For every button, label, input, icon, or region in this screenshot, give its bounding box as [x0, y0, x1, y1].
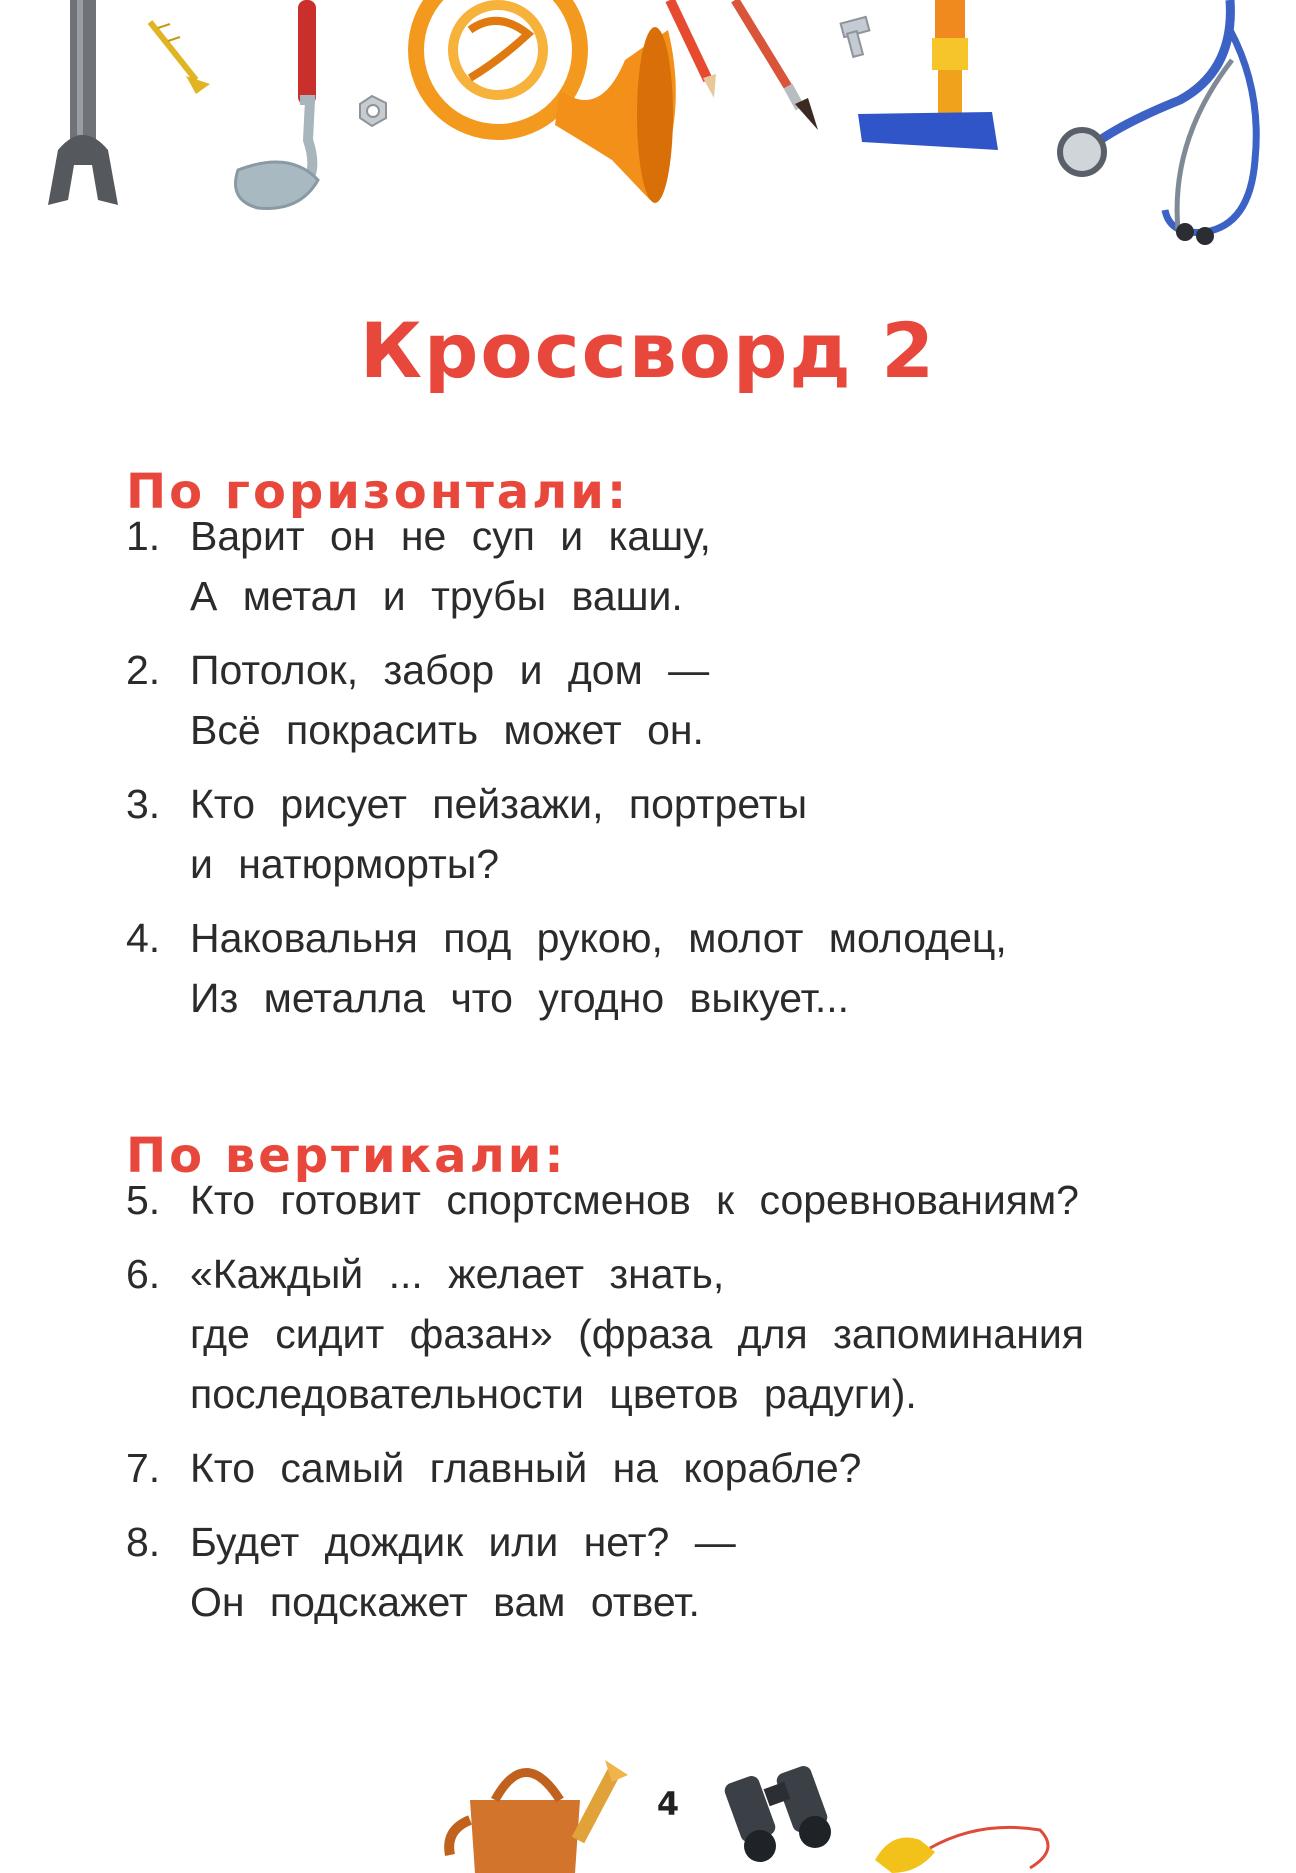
top-tools-illustration — [0, 0, 1296, 250]
pencil-icon — [670, 0, 716, 98]
stethoscope-icon — [1060, 0, 1256, 245]
vertical-heading: По вертикали: — [126, 1127, 567, 1184]
clue-line: Всё покрасить может он. — [190, 707, 704, 753]
clue-line: Кто рисует пейзажи, портреты — [190, 781, 808, 827]
horizontal-clues — [126, 506, 1256, 1028]
bolt-icon — [841, 17, 870, 57]
page-title: Кроссворд 2 — [359, 305, 937, 395]
clue-line: последовательности цветов радуги). — [190, 1371, 917, 1417]
ladle-icon — [236, 0, 319, 208]
clue-line: Наковальня под рукою, молот молодец, — [190, 915, 1007, 961]
clue-6 — [126, 1244, 1256, 1424]
binoculars-icon — [722, 1764, 831, 1862]
clue-number: 1. — [126, 513, 161, 559]
clue-2 — [126, 640, 1256, 760]
clue-3 — [126, 774, 1256, 894]
clue-line: Из металла что угодно выкует... — [190, 975, 850, 1021]
clue-4 — [126, 908, 1256, 1028]
clue-line: Он подскажет вам ответ. — [190, 1579, 700, 1625]
clue-8 — [126, 1512, 1256, 1632]
clue-line: А метал и трубы ваши. — [190, 573, 683, 619]
vertical-clues — [126, 1170, 1256, 1632]
french-horn-icon — [416, 0, 676, 203]
watering-can-icon — [449, 1760, 628, 1873]
clue-1 — [126, 506, 1256, 626]
screw-icon — [150, 22, 210, 94]
clue-number: 8. — [126, 1519, 161, 1565]
clue-number: 7. — [126, 1445, 161, 1491]
paintbrush-icon — [735, 0, 818, 130]
page-number: 4 — [656, 1785, 680, 1823]
hammer-icon — [858, 0, 998, 150]
clue-line: Будет дождик или нет? — — [190, 1519, 736, 1565]
whistle-icon — [875, 1827, 1048, 1873]
nut-icon — [360, 96, 386, 126]
clue-line: Потолок, забор и дом — — [190, 647, 710, 693]
clue-line: Кто готовит спортсменов к соревнованиям? — [190, 1177, 1079, 1223]
clue-number: 3. — [126, 781, 161, 827]
clue-line: где сидит фазан» (фраза для запоминания — [190, 1311, 1084, 1357]
clue-7 — [126, 1438, 1256, 1498]
wrench-icon — [48, 0, 118, 205]
clue-line: Кто самый главный на корабле? — [190, 1445, 862, 1491]
clue-number: 2. — [126, 647, 161, 693]
clue-number: 6. — [126, 1251, 161, 1297]
clue-line: и натюрморты? — [190, 841, 500, 887]
clue-number: 4. — [126, 915, 161, 961]
clue-5 — [126, 1170, 1256, 1230]
horizontal-heading: По горизонтали: — [126, 463, 630, 520]
clue-number: 5. — [126, 1177, 161, 1223]
clue-line: Варит он не суп и кашу, — [190, 513, 711, 559]
clue-line: «Каждый ... желает знать, — [190, 1251, 725, 1297]
